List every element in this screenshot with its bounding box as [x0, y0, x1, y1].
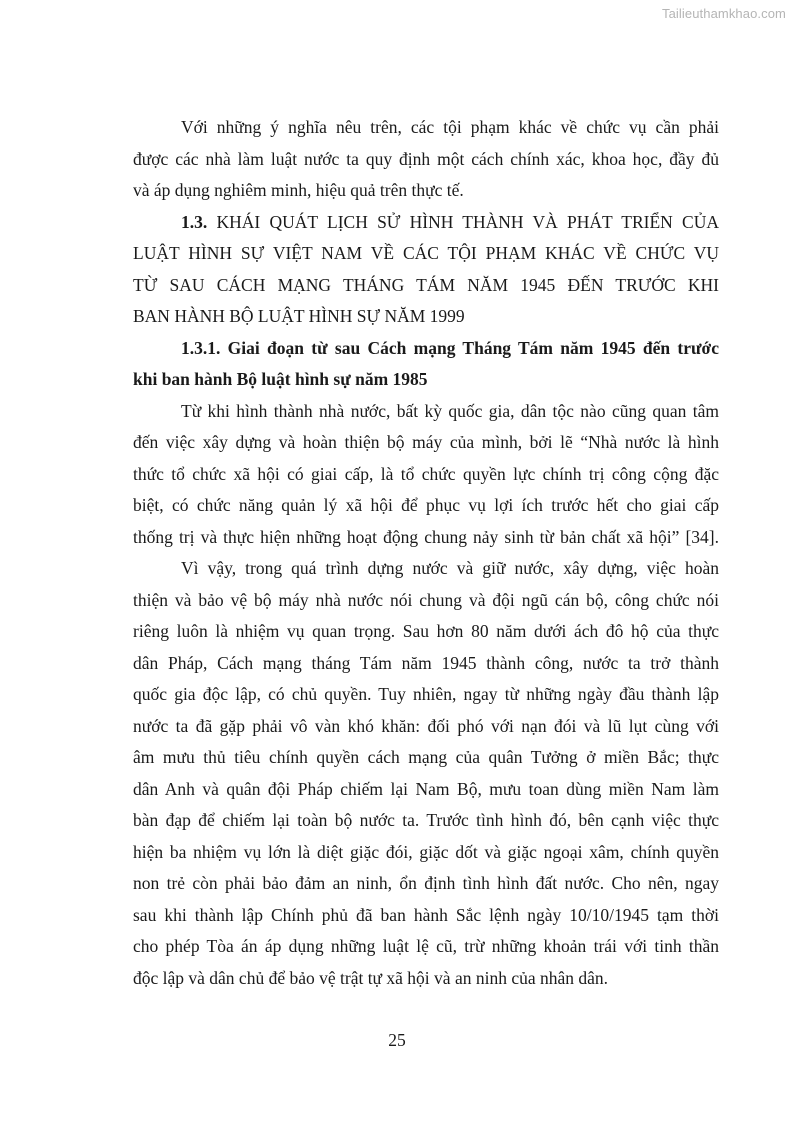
text-line: và áp dụng nghiêm minh, hiệu quả trên thực tế.	[133, 180, 464, 200]
text-line: cho phép Tòa án áp dụng những luật lệ cũ, trừ những khoản trái với tinh thần	[133, 936, 719, 956]
text-line: thiện và bảo vệ bộ máy nhà nước nói chung và đội ngũ cán bộ, công chức nói	[133, 589, 719, 610]
text-line: được các nhà làm luật nước ta quy định một cách chính xác, khoa học, đầy đủ	[133, 148, 719, 169]
heading-text: KHÁI QUÁT LỊCH SỬ HÌNH THÀNH VÀ PHÁT TRIỂN CỦA	[207, 211, 719, 232]
heading-line: LUẬT HÌNH SỰ VIỆT NAM VỀ CÁC TỘI PHẠM KHÁC VỀ CHỨC VỤ	[133, 243, 719, 263]
text-line: thức tổ chức xã hội có giai cấp, là tổ chức quyền lực chính trị công cộng đặc	[133, 463, 719, 484]
subheading-line: khi ban hành Bộ luật hình sự năm 1985	[133, 369, 428, 389]
text-line: hiện ba nhiệm vụ lớn là diệt giặc đói, giặc dốt và giặc ngoại xâm, chính quyền	[133, 841, 719, 862]
text-line: quốc gia độc lập, có chủ quyền. Tuy nhiên, ngay từ những ngày đầu thành lập	[133, 684, 719, 704]
text-line: bàn đạp để chiếm lại toàn bộ nước ta. Trước tình hình đó, bên cạnh việc thực	[133, 810, 719, 830]
text-line: riêng luôn là nhiệm vụ quan trọng. Sau hơn 80 năm dưới ách đô hộ của thực	[133, 621, 719, 641]
section-heading-1-3	[133, 207, 719, 333]
paragraph-state-definition	[133, 396, 719, 554]
heading-line: BAN HÀNH BỘ LUẬT HÌNH SỰ NĂM 1999	[133, 306, 465, 326]
subsection-heading-1-3-1	[133, 333, 719, 396]
watermark-text: Tailieuthamkhao.com	[661, 6, 786, 21]
text-line: thống trị và thực hiện những hoạt động chung nảy sinh từ bản chất xã hội” [34].	[133, 526, 719, 547]
text-line: dân Anh và quân đội Pháp chiếm lại Nam Bộ, mưu toan dùng miền Nam làm	[133, 778, 719, 799]
text-line: Từ khi hình thành nhà nước, bất kỳ quốc gia, dân tộc nào cũng quan tâm	[181, 400, 719, 421]
page-body	[133, 112, 719, 994]
text-line: non trẻ còn phải bảo đảm an ninh, ổn định tình hình đất nước. Cho nên, ngay	[133, 873, 719, 893]
text-line: sau khi thành lập Chính phủ đã ban hành Sắc lệnh ngày 10/10/1945 tạm thời	[133, 904, 719, 925]
heading-line	[133, 207, 719, 239]
heading-line: TỪ SAU CÁCH MẠNG THÁNG TÁM NĂM 1945 ĐẾN TRƯỚC KHI	[133, 274, 719, 295]
text-line: Với những ý nghĩa nêu trên, các tội phạm khác về chức vụ cần phải	[181, 117, 719, 137]
text-line: độc lập và dân chủ để bảo vệ trật tự xã hội và an ninh của nhân dân.	[133, 967, 609, 988]
section-number: 1.3.	[181, 211, 208, 232]
paragraph-intro	[133, 112, 719, 207]
text-line: âm mưu thủ tiêu chính quyền cách mạng của quân Tưởng ở miền Bắc; thực	[133, 747, 719, 767]
text-line: đến việc xây dựng và hoàn thiện bộ máy của mình, bởi lẽ “Nhà nước là hình	[133, 432, 719, 452]
paragraph-history	[133, 553, 719, 994]
page-number: 25	[388, 1030, 406, 1050]
text-line: Vì vậy, trong quá trình dựng nước và giữ nước, xây dựng, việc hoàn	[181, 558, 719, 578]
subheading-line: 1.3.1. Giai đoạn từ sau Cách mạng Tháng Tám năm 1945 đến trước	[181, 337, 719, 358]
text-line: biệt, có chức năng quản lý xã hội để phục vụ lợi ích trước hết cho giai cấp	[133, 495, 719, 515]
text-line: nước ta đã gặp phải vô vàn khó khăn: đối phó với nạn đói và lũ lụt cùng với	[133, 715, 719, 736]
text-line: dân Pháp, Cách mạng tháng Tám năm 1945 thành công, nước ta trở thành	[133, 652, 719, 673]
